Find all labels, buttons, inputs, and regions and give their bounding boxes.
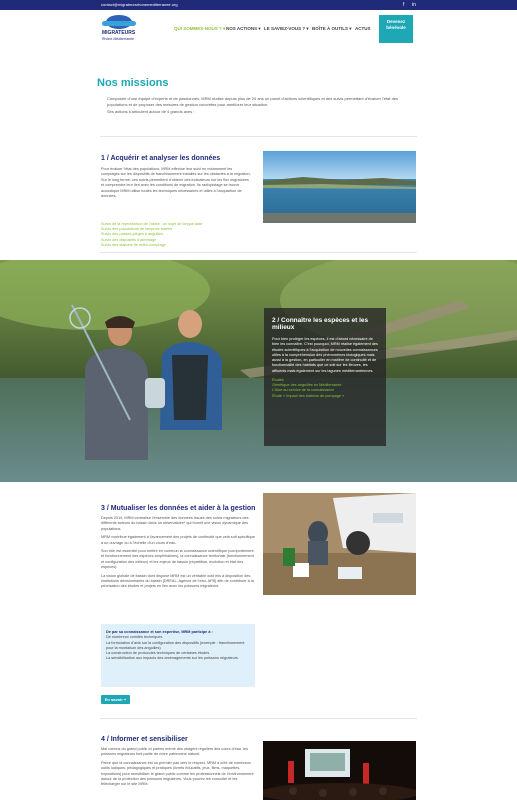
intro-paragraph: Ses actions s’articulent autour de 4 grands axes : xyxy=(107,109,195,114)
email-link[interactable]: contact@migrateursrhonemediterranee.org xyxy=(101,2,178,7)
section4-paragraph: Mal connus du grand public et parfois même des usagers réguliers des cours d’eau, les poissons migrateurs font partie de notre patrimoine naturel. xyxy=(101,747,248,757)
section1-link[interactable]: Suivis des passes-pièges à anguilles xyxy=(101,232,164,237)
section2-overlay xyxy=(264,308,386,446)
section2-body: Pour bien protéger les espèces, il est d’abord nécessaire de bien les connaître. C’est pourquoi, MRM réalise également des études scientifiques à l’acquisition de nouvelles connaissances utiles à la compréhension des phénomènes biologiques mais aussi à la gestion, en particulier en matière de continuité et de fonctionnalité des habitats que ce soit sur les fleuves, les affluents mais également sur les lagunes méditerranéennes. xyxy=(272,337,378,373)
section1-paragraph: Pour évaluer l’état des populations, MRM effectue leur suivi en notamment les comptages sur les dispositifs de franchissement installés sur les obstacles à la migration. Sur le long terme, ces suivis permettent d’obtenir des indicateurs sur les flux migratoires et comprendre leur lien avec les conditions de migration. Ils radiopistage se trouve acoustique MRM utilise toutes les techniques nécessaires et utiles à l’acquisition de données. xyxy=(101,167,251,199)
site-logo[interactable] xyxy=(102,15,136,39)
section3-paragraph: Son rôle est essentiel pour mettre en commun la connaissance scientifique (comportement et fonctionnement des espèces amphihalines), la connaissance territoriale (fonctionnement et configuration des milieux) et les enjeux de bassin (répartition, évolution et état des espèces). xyxy=(101,549,254,570)
logo-text: MIGRATEURS Rhône-Méditerranée xyxy=(102,30,136,41)
nav-nos-actions[interactable]: NOS ACTIONS ▾ xyxy=(226,26,261,31)
section1-links xyxy=(101,222,202,248)
fieldwork-vehicle-image xyxy=(263,493,416,595)
nav-le-saviez-vous[interactable]: LE SAVIEZ-VOUS ? ▾ xyxy=(264,26,309,31)
section3-infobox xyxy=(101,624,255,687)
infobox-item: De nombreux comités techniques xyxy=(106,635,163,640)
section1-photo-river xyxy=(263,151,416,223)
infobox-item: La construction de protocoles techniques de certaines études xyxy=(106,651,210,656)
section2-link[interactable]: Études xyxy=(272,378,284,383)
section2-links xyxy=(272,378,378,399)
section1-body xyxy=(101,167,251,202)
divider xyxy=(100,136,417,137)
volunteer-button[interactable]: Devenez bénévole xyxy=(379,15,413,43)
section4-paragraph: Parce que la connaissance est un premier pas vers le respect, MRM a créé de nombreux outils ludiques, pédagogiques et pratiques (livrets éducatifs, jeux, films, maquettes, expositions) pour sensibiliser le grand public comme les professionnels de l’environnement autour de la protection des poissons migrateurs. Vous pouvez les consulter et les télécharger sur le site MRM. xyxy=(101,760,254,787)
section3-paragraph: MRM contribue également à l’avancement des projets de continuité que cela soit spécifique à un ouvrage ou à l’échelle d’un cours d’eau. xyxy=(101,535,255,545)
top-bar xyxy=(0,0,517,10)
infobox-item: La sensibilisation aux impacts des aménagements sur les poissons migrateurs xyxy=(106,656,238,661)
section4-photo-conference xyxy=(263,741,416,800)
section3-paragraph: La vision globale de bassin dont dispose MRM est un véritable outil mis à disposition des institutions décisionnaires du bassin (DREAL, Agence de l’eau, AFB) afin de contribuer à la priorisation des études et projets en lien avec les poissons migrateurs. xyxy=(101,573,254,589)
hero-photo-fieldwork xyxy=(0,260,517,482)
section1-link[interactable]: Suivis des stations de vidéo-comptage xyxy=(101,242,166,247)
section3-body xyxy=(101,516,256,593)
wave-logo-icon xyxy=(102,21,136,26)
section4-title: 4 / Informer et sensibiliser xyxy=(101,736,188,743)
intro-text xyxy=(107,96,417,117)
nav-actus[interactable]: ACTUS xyxy=(355,26,371,31)
section3-paragraph: Depuis 2019, MRM centralise l’ensemble des données issues des suivis migrateurs des différents acteurs du bassin dans un observatoire* qui fournit une vision dynamique des populations. xyxy=(101,516,249,531)
section1-link[interactable]: Suivis des dispositifs d’alevinage xyxy=(101,237,157,242)
intro-paragraph: Composée d’une équipe d’experts et de passionnés, MRM réalise depuis plus de 20 ans un panel d’actions scientifiques et des suivis permettant d’évaluer l’état des populations et de proposer des mesures de gestion concrètes pour améliorer leur situation. xyxy=(107,96,399,107)
divider xyxy=(100,252,417,253)
nav-boite-a-outils[interactable]: BOÎTE À OUTILS ▾ xyxy=(312,26,352,31)
infobox-heading: De par sa connaissance et son expertise, MRM participe à : xyxy=(106,630,213,634)
conference-room-image xyxy=(263,741,416,800)
facebook-icon[interactable]: f xyxy=(403,2,405,8)
section1-link[interactable]: Suivis de la reproduction de l’alose : un sujet de longue date xyxy=(101,222,203,226)
infobox-item: La formulation d’avis sur la configuration des dispositifs (exemple : franchissement pour la montaison des anguilles) xyxy=(106,640,245,650)
section2-link[interactable]: Génétique des anguilles en Méditerranée xyxy=(272,383,342,388)
nav-qui-sommes-nous[interactable]: QUI SOMMES-NOUS ? ▾ xyxy=(174,26,226,31)
section1-title: 1 / Acquérir et analyser les données xyxy=(101,155,221,162)
linkedin-icon[interactable]: in xyxy=(412,2,416,8)
divider xyxy=(100,718,417,719)
section2-link[interactable]: L’Aloe au service de la connaissance xyxy=(272,388,335,393)
section2-title: 2 / Connaître les espèces et les milieux xyxy=(272,317,369,331)
learn-more-button[interactable]: En savoir + xyxy=(101,695,130,704)
section2-link[interactable]: Étude « Impact des stations de pompage » xyxy=(272,393,345,398)
fieldwork-river-image xyxy=(0,260,517,482)
section4-body xyxy=(101,747,256,791)
section1-link[interactable]: Suivis des populations de lamproie marine xyxy=(101,227,173,232)
section3-title: 3 / Mutualiser les données et aider à la gestion xyxy=(101,505,256,512)
section3-photo-fieldwork xyxy=(263,493,416,595)
page-title: Nos missions xyxy=(97,77,169,89)
river-landscape-image xyxy=(263,151,416,223)
